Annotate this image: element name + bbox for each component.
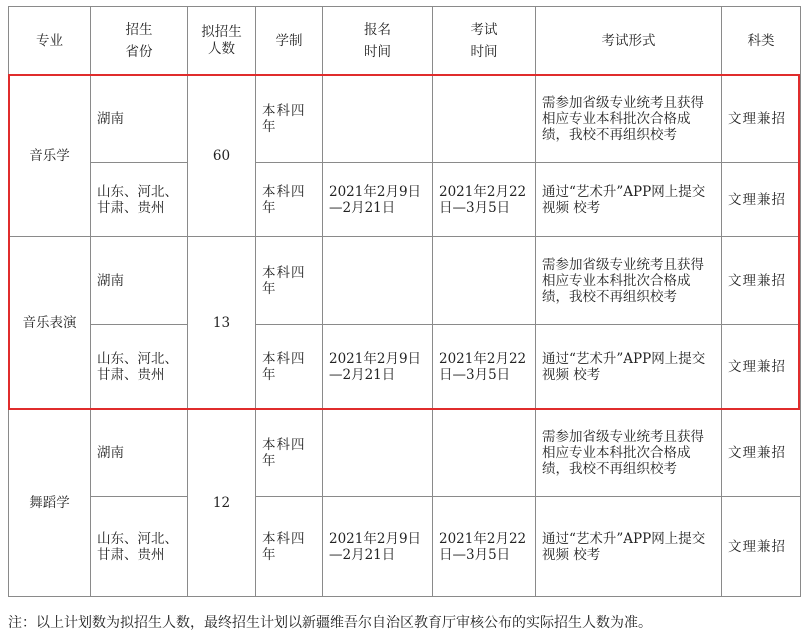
registration-time-cell: 2021年2月9日—2月21日 bbox=[323, 325, 433, 409]
province-cell: 湖南 bbox=[91, 237, 188, 325]
registration-time-cell bbox=[323, 75, 433, 163]
header-duration: 学制 bbox=[256, 7, 323, 75]
header-province: 招生 省份 bbox=[91, 7, 188, 75]
count-cell: 13 bbox=[188, 237, 256, 409]
header-major: 专业 bbox=[9, 7, 91, 75]
category-cell: 文理兼招 bbox=[722, 163, 801, 237]
exam-time-cell bbox=[433, 75, 536, 163]
duration-cell: 本科四年 bbox=[256, 325, 323, 409]
duration-cell: 本科四年 bbox=[256, 75, 323, 163]
province-cell: 山东、河北、甘肃、贵州 bbox=[91, 497, 188, 597]
exam-form-cell: 需参加省级专业统考且获得相应专业本科批次合格成绩，我校不再组织校考 bbox=[536, 75, 722, 163]
exam-form-cell: 需参加省级专业统考且获得相应专业本科批次合格成绩，我校不再组织校考 bbox=[536, 237, 722, 325]
footnote: 注：以上计划数为拟招生人数，最终招生计划以新疆维吾尔自治区教育厅审核公布的实际招生人数为准。 bbox=[8, 615, 652, 631]
exam-time-cell bbox=[433, 237, 536, 325]
province-cell: 山东、河北、甘肃、贵州 bbox=[91, 163, 188, 237]
exam-time-cell: 2021年2月22日—3月5日 bbox=[433, 497, 536, 597]
exam-form-cell: 需参加省级专业统考且获得相应专业本科批次合格成绩，我校不再组织校考 bbox=[536, 409, 722, 497]
table-row bbox=[9, 237, 801, 325]
header-row bbox=[9, 7, 801, 75]
admissions-table bbox=[8, 6, 801, 597]
major-cell: 音乐表演 bbox=[9, 237, 91, 409]
province-cell: 湖南 bbox=[91, 75, 188, 163]
exam-form-cell: 通过“艺术升”APP网上提交视频 校考 bbox=[536, 325, 722, 409]
category-cell: 文理兼招 bbox=[722, 75, 801, 163]
header-count: 拟招生 人数 bbox=[188, 7, 256, 75]
exam-time-cell: 2021年2月22日—3月5日 bbox=[433, 325, 536, 409]
duration-cell: 本科四年 bbox=[256, 237, 323, 325]
province-cell: 湖南 bbox=[91, 409, 188, 497]
province-cell: 山东、河北、甘肃、贵州 bbox=[91, 325, 188, 409]
major-cell: 舞蹈学 bbox=[9, 409, 91, 597]
count-cell: 60 bbox=[188, 75, 256, 237]
duration-cell: 本科四年 bbox=[256, 163, 323, 237]
registration-time-cell bbox=[323, 409, 433, 497]
table-row bbox=[9, 409, 801, 497]
header-exam-form: 考试形式 bbox=[536, 7, 722, 75]
exam-time-cell bbox=[433, 409, 536, 497]
duration-cell: 本科四年 bbox=[256, 497, 323, 597]
category-cell: 文理兼招 bbox=[722, 237, 801, 325]
registration-time-cell bbox=[323, 237, 433, 325]
header-category: 科类 bbox=[722, 7, 801, 75]
table-row bbox=[9, 497, 801, 597]
exam-form-cell: 通过“艺术升”APP网上提交视频 校考 bbox=[536, 163, 722, 237]
exam-time-cell: 2021年2月22日—3月5日 bbox=[433, 163, 536, 237]
category-cell: 文理兼招 bbox=[722, 497, 801, 597]
table-row bbox=[9, 325, 801, 409]
category-cell: 文理兼招 bbox=[722, 325, 801, 409]
table-row bbox=[9, 75, 801, 163]
table-row bbox=[9, 163, 801, 237]
duration-cell: 本科四年 bbox=[256, 409, 323, 497]
exam-form-cell: 通过“艺术升”APP网上提交视频 校考 bbox=[536, 497, 722, 597]
header-exam-time: 考试 时间 bbox=[433, 7, 536, 75]
category-cell: 文理兼招 bbox=[722, 409, 801, 497]
count-cell: 12 bbox=[188, 409, 256, 597]
header-registration-time: 报名 时间 bbox=[323, 7, 433, 75]
registration-time-cell: 2021年2月9日—2月21日 bbox=[323, 163, 433, 237]
registration-time-cell: 2021年2月9日—2月21日 bbox=[323, 497, 433, 597]
major-cell: 音乐学 bbox=[9, 75, 91, 237]
